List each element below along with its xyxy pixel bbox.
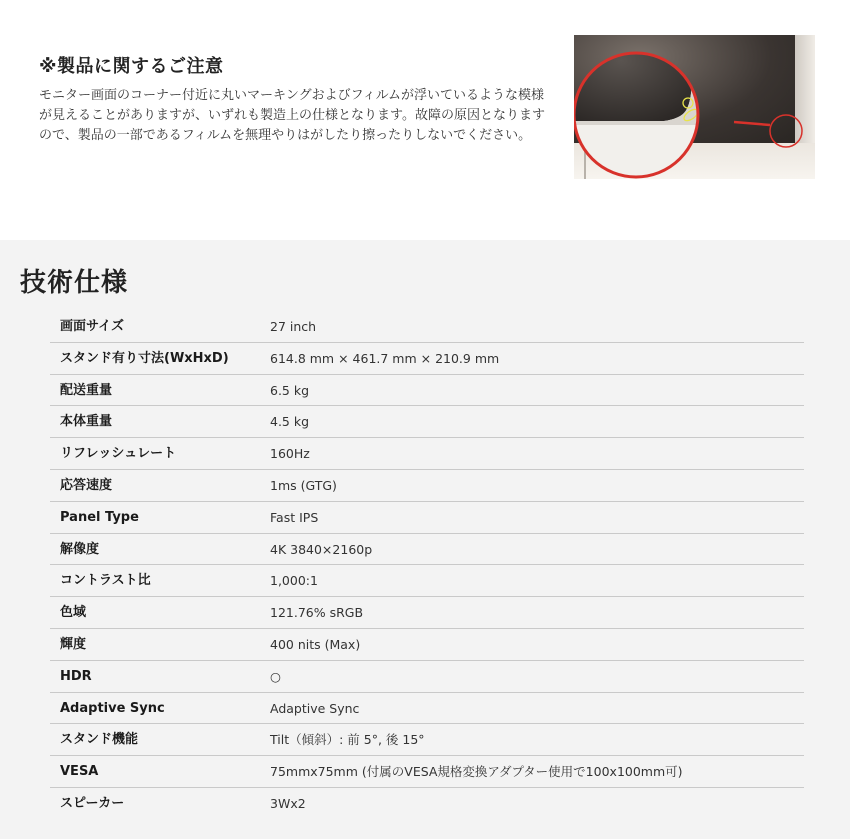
spec-value: 1ms (GTG) — [270, 477, 337, 493]
spec-label: スピーカー — [60, 795, 125, 811]
product-notice-section — [0, 0, 850, 240]
spec-value: 1,000:1 — [270, 573, 318, 589]
tech-specs-section — [0, 240, 850, 839]
notice-title: ※製品に関するご注意 — [39, 56, 224, 77]
spec-row — [50, 375, 804, 407]
spec-row — [50, 756, 804, 788]
monitor-corner-photo — [574, 35, 815, 179]
spec-value: 160Hz — [270, 446, 310, 462]
spec-value: 27 inch — [270, 319, 317, 334]
spec-label: Panel Type — [60, 509, 139, 525]
spec-row — [50, 534, 804, 566]
spec-value: ○ — [270, 668, 281, 684]
spec-value: 614.8 mm × 461.7 mm × 210.9 mm — [270, 350, 500, 366]
spec-row — [50, 343, 804, 375]
spec-value: 75mmx75mm (付属のVESA規格変換アダプター使用で100x100mm可) — [270, 764, 683, 780]
spec-row — [50, 565, 804, 597]
spec-value: 3Wx2 — [270, 795, 306, 811]
spec-row — [50, 470, 804, 502]
spec-value: 4.5 kg — [270, 414, 310, 430]
spec-row — [50, 438, 804, 470]
pointer-line-icon — [734, 122, 770, 125]
spec-row — [50, 693, 804, 725]
zoom-lens-content — [574, 35, 815, 179]
spec-label: コントラスト比 — [60, 573, 151, 589]
spec-label: スタンド有り寸法(WxHxD) — [60, 350, 229, 366]
spec-row — [50, 597, 804, 629]
specs-title: 技術仕様 — [20, 268, 129, 298]
spec-value: 400 nits (Max) — [270, 636, 361, 652]
spec-label: Adaptive Sync — [60, 700, 165, 716]
magnifier-illustration — [574, 35, 815, 179]
notice-body: モニター画面のコーナー付近に丸いマーキングおよびフィルムが浮いているような模様が見えることがありますが、いずれも製造上の仕様となります。故障の原因となりますので、製品の一部であるフィルムを無理やりはがしたり擦ったりしないでください。 — [39, 88, 545, 143]
spec-row — [50, 629, 804, 661]
spec-label: 配送重量 — [60, 382, 113, 398]
spec-label: リフレッシュレート — [60, 446, 177, 462]
spec-label: 解像度 — [60, 541, 100, 557]
spec-label: スタンド機能 — [60, 732, 139, 748]
spec-value: 6.5 kg — [270, 382, 310, 398]
spec-value: 4K 3840×2160p — [270, 541, 373, 557]
spec-value: Adaptive Sync — [270, 700, 360, 716]
spec-value: Fast IPS — [270, 509, 319, 525]
spec-label: 輝度 — [60, 636, 87, 652]
spec-label: 画面サイズ — [60, 319, 124, 334]
spec-row — [50, 311, 804, 343]
spec-label: 本体重量 — [60, 414, 113, 430]
spec-row — [50, 502, 804, 534]
spec-value: 121.76% sRGB — [270, 605, 364, 621]
spec-label: 応答速度 — [60, 477, 113, 493]
spec-table — [50, 311, 804, 820]
spec-row — [50, 788, 804, 820]
spec-row — [50, 724, 804, 756]
spec-value: Tilt（傾斜）: 前 5°, 後 15° — [270, 732, 425, 748]
spec-label: 色域 — [60, 605, 87, 621]
spec-row — [50, 661, 804, 693]
spec-label: VESA — [60, 764, 99, 780]
spec-label: HDR — [60, 668, 92, 684]
spec-row — [50, 406, 804, 438]
target-circle-icon — [770, 115, 802, 147]
